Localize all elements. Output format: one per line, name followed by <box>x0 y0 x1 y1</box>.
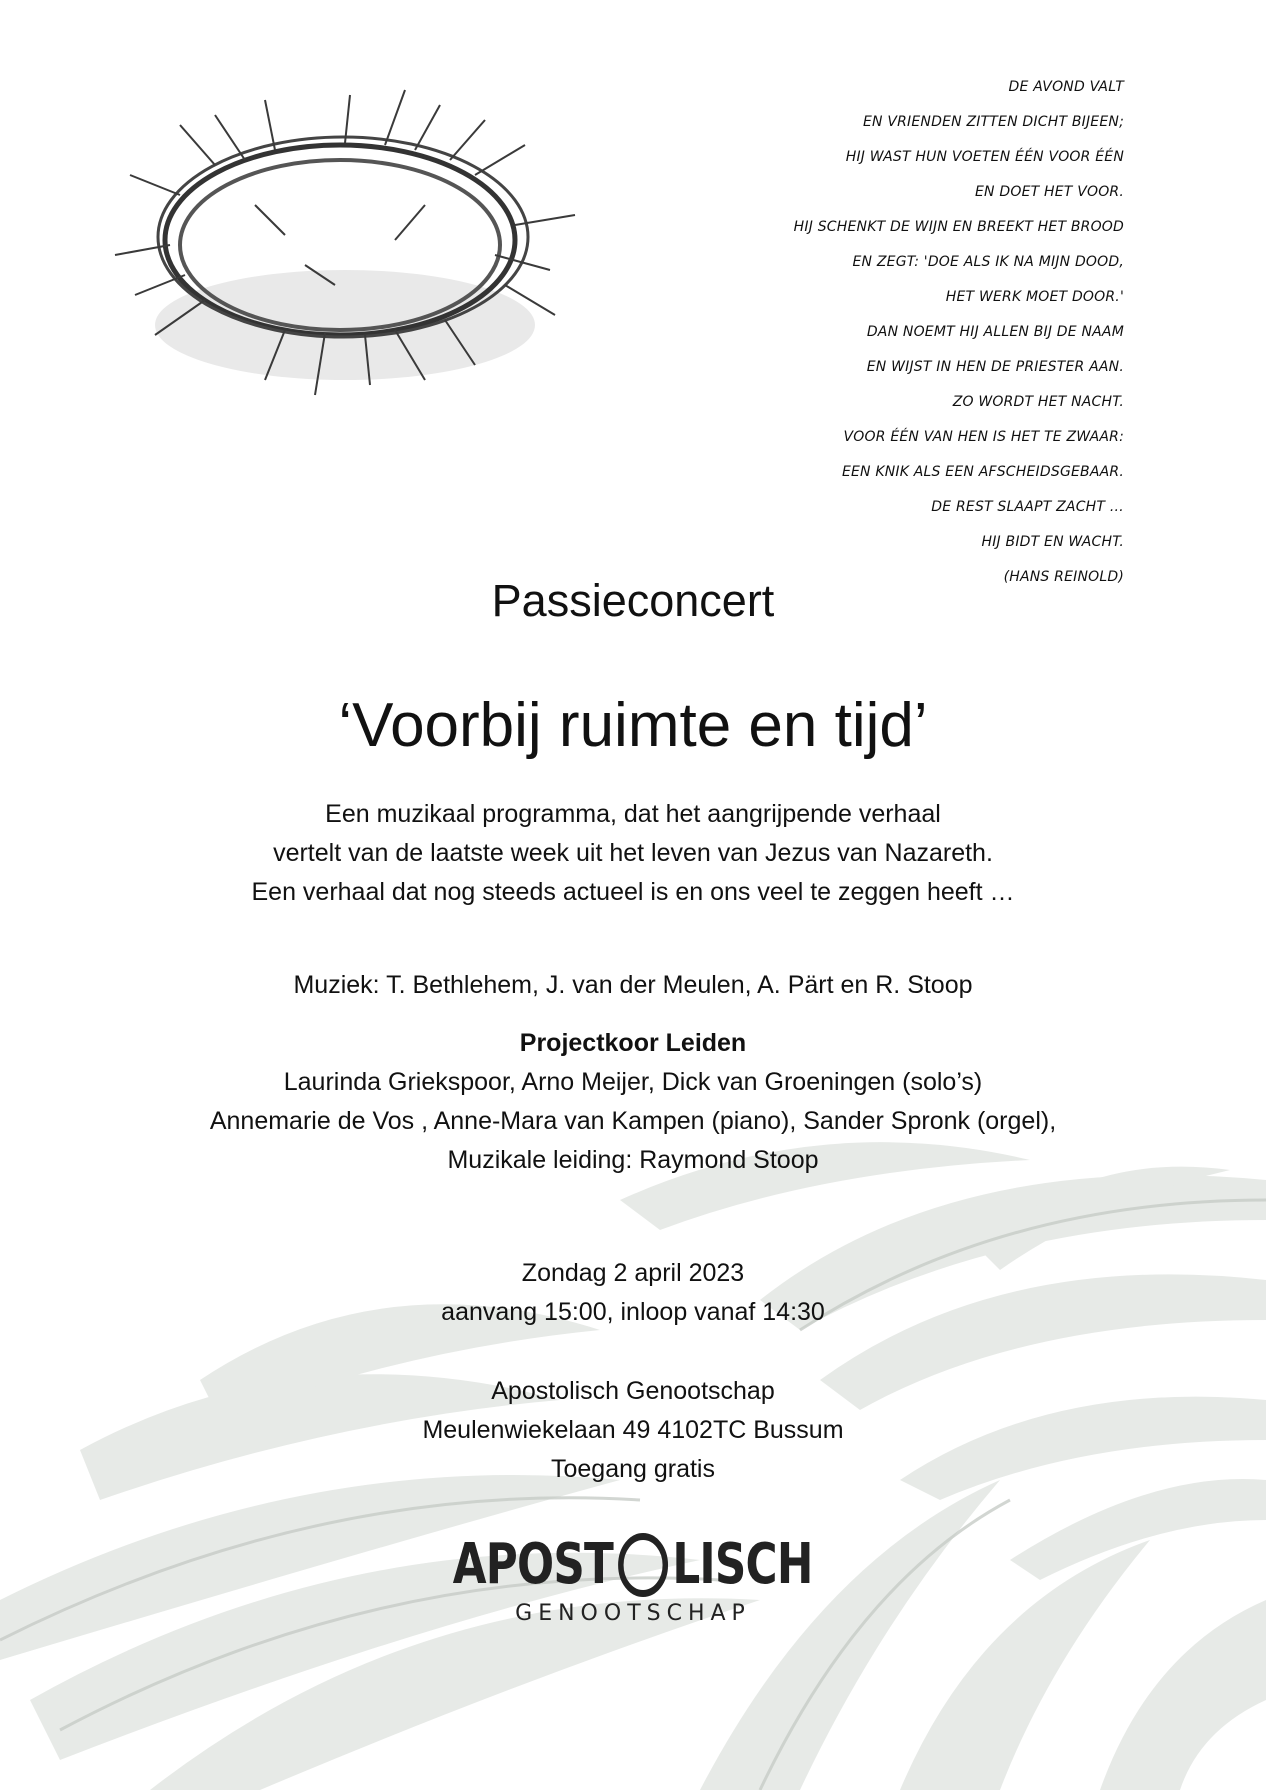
poem-line: EEN KNIK ALS EEN AFSCHEIDSGEBAAR. <box>841 464 1124 480</box>
intro-line: Een verhaal dat nog steeds actueel is en ons veel te zeggen heeft … <box>251 878 1015 906</box>
poem-line: HIJ SCHENKT DE WIJN EN BREEKT HET BROOD <box>793 219 1124 235</box>
poem-line: EN WIJST IN HEN DE PRIESTER AAN. <box>866 359 1124 375</box>
concert-subtitle: ‘Voorbij ruimte en tijd’ <box>338 691 928 760</box>
logo-ring-icon <box>618 1533 668 1597</box>
performers-line: Muzikale leiding: Raymond Stoop <box>447 1146 819 1174</box>
event-date: Zondag 2 april 2023 <box>521 1259 745 1287</box>
poem-line: DE REST SLAAPT ZACHT … <box>931 499 1124 515</box>
event-time: aanvang 15:00, inloop vanaf 14:30 <box>441 1298 825 1326</box>
page-title: Passieconcert <box>491 575 775 626</box>
logo-subtitle: GENOOTSCHAP <box>515 1601 751 1626</box>
poem-line: HET WERK MOET DOOR.' <box>945 289 1124 305</box>
poem-line: ZO WORDT HET NACHT. <box>952 394 1124 410</box>
event-datetime <box>0 1254 1266 1332</box>
logo-text-right: LISCH <box>672 1532 813 1597</box>
choir-name: Projectkoor Leiden <box>519 1029 747 1057</box>
performers-line: Annemarie de Vos , Anne-Mara van Kampen (piano), Sander Spronk (orgel), <box>209 1107 1057 1135</box>
music-credits: Muziek: T. Bethlehem, J. van der Meulen, A. Pärt en R. Stoop <box>293 971 973 999</box>
poem-line: EN ZEGT: 'DOE ALS IK NA MIJN DOOD, <box>852 254 1124 270</box>
venue-address: Meulenwiekelaan 49 4102TC Bussum <box>422 1416 844 1444</box>
poem-line: HIJ BIDT EN WACHT. <box>981 534 1124 550</box>
venue-info <box>0 1372 1266 1489</box>
poem <box>704 70 1124 595</box>
performers-line: Laurinda Griekspoor, Arno Meijer, Dick van Groeningen (solo’s) <box>283 1068 983 1096</box>
poem-line: VOOR ÉÉN VAN HEN IS HET TE ZWAAR: <box>843 429 1124 445</box>
performers <box>0 1024 1266 1180</box>
intro-line: vertelt van de laatste week uit het leven van Jezus van Nazareth. <box>273 839 993 867</box>
poem-line: EN DOET HET VOOR. <box>975 184 1124 200</box>
poem-line: DE AVOND VALT <box>1008 79 1124 95</box>
intro-paragraph <box>0 795 1266 912</box>
intro-line: Een muzikaal programma, dat het aangrijpende verhaal <box>325 800 941 828</box>
venue-entry: Toegang gratis <box>550 1455 715 1483</box>
apostolisch-genootschap-logo <box>0 1532 1266 1626</box>
venue-name: Apostolisch Genootschap <box>491 1377 775 1405</box>
poem-author: (HANS REINOLD) <box>1003 569 1124 585</box>
poem-line: HIJ WAST HUN VOETEN ÉÉN VOOR ÉÉN <box>845 149 1124 165</box>
logo-text-left: APOST <box>453 1532 614 1597</box>
poem-line: DAN NOEMT HIJ ALLEN BIJ DE NAAM <box>866 324 1124 340</box>
poem-line: EN VRIENDEN ZITTEN DICHT BIJEEN; <box>862 114 1124 130</box>
crown-of-thorns-image <box>95 65 585 425</box>
logo-wordmark <box>453 1532 813 1597</box>
